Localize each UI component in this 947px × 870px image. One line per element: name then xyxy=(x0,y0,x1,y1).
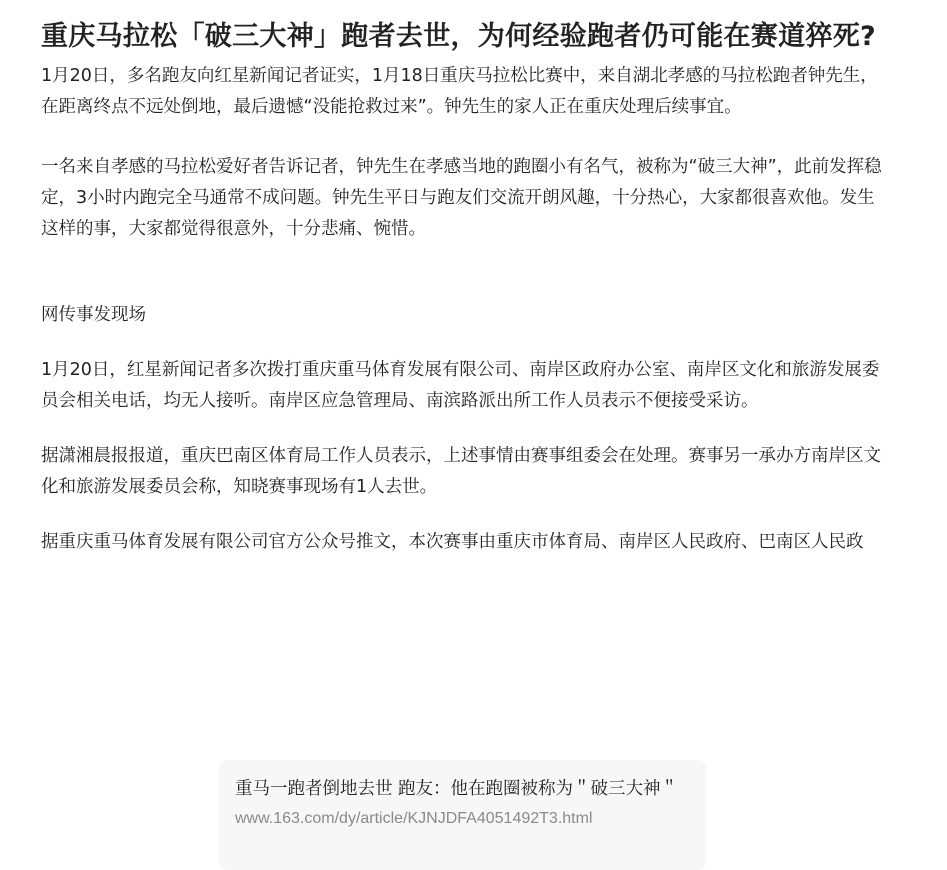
article-title: 重庆马拉松「破三大神」跑者去世，为何经验跑者仍可能在赛道猝死? xyxy=(41,21,876,52)
article xyxy=(41,0,886,558)
link-card-title[interactable]: 重马一跑者倒地去世 跑友：他在跑圈被称为＂破三大神＂ xyxy=(235,779,679,799)
link-card-url[interactable]: www.163.com/dy/article/KJNJDFA4051492T3.html xyxy=(235,810,593,827)
article-paragraph: 1月20日，红星新闻记者多次拨打重庆重马体育发展有限公司、南岸区政府办公室、南岸区文化和旅游发展委员会相关电话，均无人接听。南岸区应急管理局、南滨路派出所工作人员表示不便接受采访。 xyxy=(41,360,880,411)
article-paragraph: 1月20日，多名跑友向红星新闻记者证实，1月18日重庆马拉松比赛中，来自湖北孝感的马拉松跑者钟先生，在距离终点不远处倒地，最后遗憾“没能抢救过来”。钟先生的家人正在重庆处理后续事宜。 xyxy=(41,66,878,117)
source-link-card[interactable] xyxy=(219,760,706,870)
article-paragraph: 一名来自孝感的马拉松爱好者告诉记者，钟先生在孝感当地的跑圈小有名气，被称为“破三大神”，此前发挥稳定，3小时内跑完全马通常不成问题。钟先生平日与跑友们交流开朗风趣，十分热心，大家都很喜欢他。发生这样的事，大家都觉得很意外，十分悲痛、惋惜。 xyxy=(41,157,882,239)
image-caption: 网传事发现场 xyxy=(41,305,146,325)
article-paragraph: 据潇湘晨报报道，重庆巴南区体育局工作人员表示，上述事情由赛事组委会在处理。赛事另一承办方南岸区文化和旅游发展委员会称，知晓赛事现场有1人去世。 xyxy=(41,446,881,497)
article-paragraph: 据重庆重马体育发展有限公司官方公众号推文，本次赛事由重庆市体育局、南岸区人民政府、巴南区人民政 xyxy=(41,532,864,552)
